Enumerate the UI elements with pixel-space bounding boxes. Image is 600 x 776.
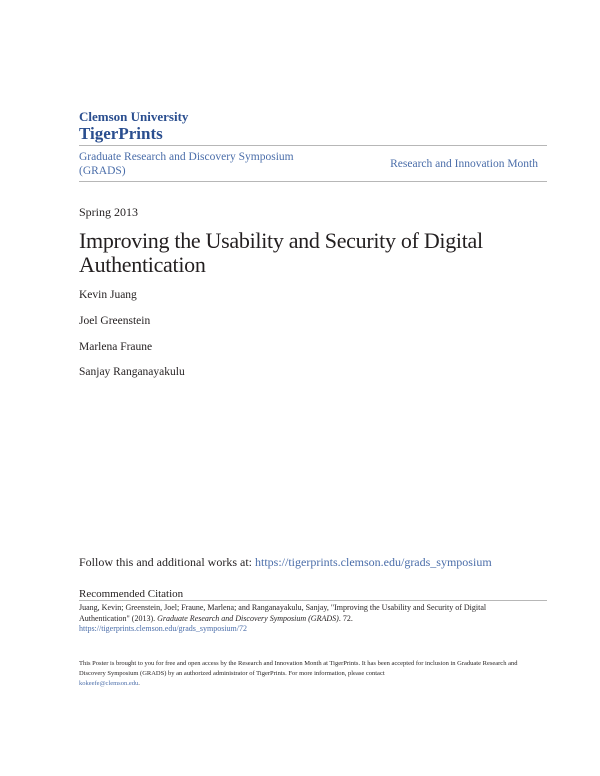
citation-suffix: . 72. bbox=[338, 613, 353, 623]
author-4: Sanjay Ranganayakulu bbox=[79, 366, 185, 378]
repository-header bbox=[79, 110, 188, 143]
citation-block bbox=[79, 603, 519, 635]
citation-venue: Graduate Research and Discovery Symposium (GRADS) bbox=[157, 613, 339, 623]
header-rule-top bbox=[79, 145, 547, 146]
author-3: Marlena Fraune bbox=[79, 341, 153, 353]
citation-link[interactable]: https://tigerprints.clemson.edu/grads_symposium/72 bbox=[79, 624, 247, 633]
repository-brand[interactable]: TigerPrints bbox=[79, 124, 163, 143]
parent-collection-link[interactable]: Research and Innovation Month bbox=[390, 158, 538, 170]
symposium-link[interactable]: https://tigerprints.clemson.edu/grads_symposium bbox=[255, 555, 492, 569]
access-notice bbox=[79, 659, 539, 689]
follow-text: Follow this and additional works at: bbox=[79, 555, 255, 569]
follow-line bbox=[79, 555, 492, 570]
notice-text: This Poster is brought to you for free and open access by the Research and Innovation Month at TigerPrints. It has been accepted for inclusion in Graduate Research and Discovery Symposium (GRADS) by an authorized administrator of TigerPrints. For more information, please contact bbox=[79, 660, 518, 677]
citation-heading: Recommended Citation bbox=[79, 588, 184, 600]
collection-link[interactable]: Graduate Research and Discovery Symposium (GRADS) bbox=[79, 151, 294, 177]
publication-date: Spring 2013 bbox=[79, 205, 139, 219]
author-1: Kevin Juang bbox=[79, 289, 137, 301]
page-title: Improving the Usability and Security of Digital Authentication bbox=[79, 228, 483, 277]
header-rule-bottom bbox=[79, 181, 547, 182]
citation-text: Juang, Kevin; Greenstein, Joel; Fraune, Marlena; and Ranganayakulu, Sanjay, "Improving the Usability and Security of Digital Authentication" (2013). bbox=[79, 603, 487, 623]
citation-rule bbox=[79, 600, 547, 601]
university-name: Clemson University bbox=[79, 109, 189, 124]
author-2: Joel Greenstein bbox=[79, 315, 151, 327]
contact-email-link[interactable]: kokeefe@clemson.edu bbox=[79, 680, 139, 687]
notice-end: . bbox=[138, 680, 140, 687]
